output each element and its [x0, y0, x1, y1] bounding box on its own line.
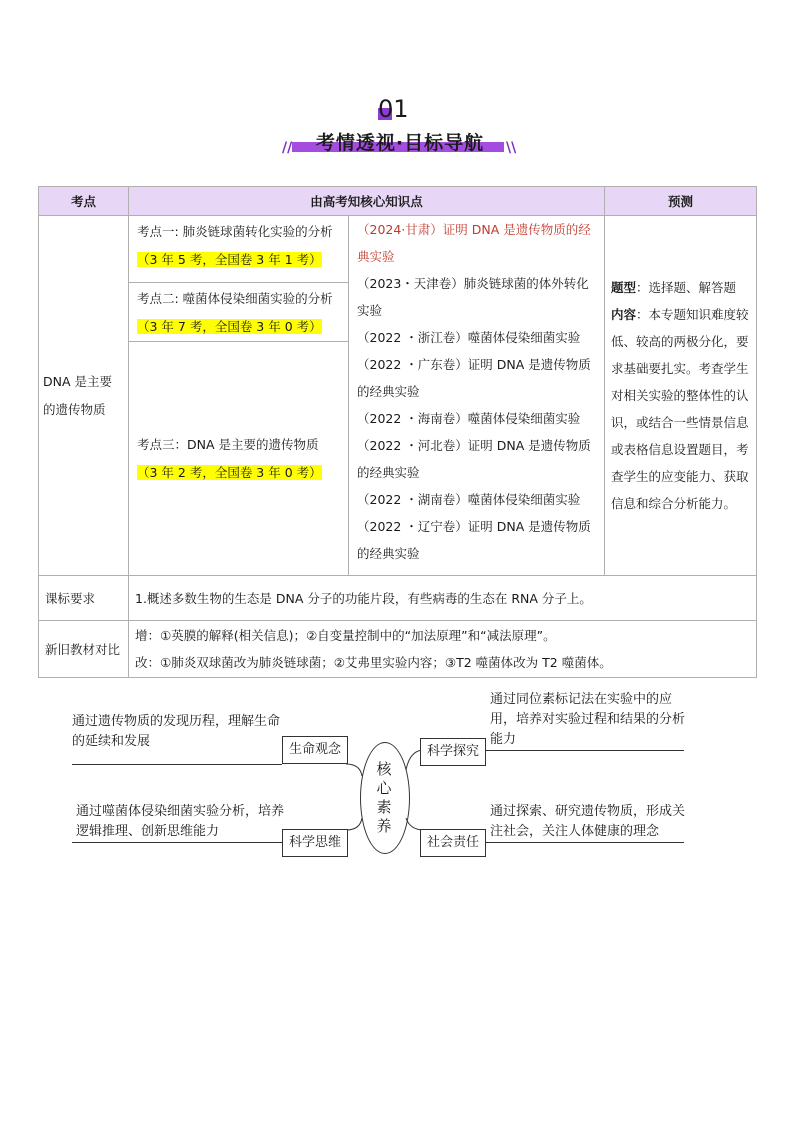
exam-item: （2022 ・海南卷）噬菌体侵染细菌实验 [357, 411, 581, 426]
prediction-cell [605, 216, 757, 576]
box-scientific-thinking: 科学思维 [282, 829, 348, 857]
prediction-content-label: 内容 [611, 307, 637, 322]
point-1-label: 考点一: 肺炎链球菌转化实验的分析 [137, 224, 333, 239]
content-row [39, 216, 757, 576]
header-topic: 考点 [39, 187, 129, 216]
section-title: 考情透视·目标导航 [315, 132, 485, 154]
topic-cell [39, 216, 129, 576]
point-2-stat: （3 年 7 考，全国卷 3 年 0 考） [137, 319, 322, 334]
connector-line [480, 750, 684, 751]
change-add: 增：①英膜的解释(相关信息)；②自变量控制中的“加法原理”和“减法原理”。 [135, 628, 556, 643]
change-mod: 改：①肺炎双球菌改为肺炎链球菌；②艾弗里实验内容；③T2 噬菌体改为 T2 噬菌体。 [135, 655, 612, 670]
section-number: 01 [378, 95, 409, 123]
box-life-concept: 生命观念 [282, 736, 348, 764]
exam-item: （2022 ・辽宁卷）证明 DNA 是遗传物质的经典实验 [357, 519, 591, 561]
topic-name: DNA 是主要的遗传物质 [43, 373, 113, 417]
exam-item: （2022 ・河北卷）证明 DNA 是遗传物质的经典实验 [357, 438, 591, 480]
connector-line [72, 764, 282, 765]
header-knowledge: 由高考知核心知识点 [129, 187, 605, 216]
text-life-concept: 通过遗传物质的发现历程，理解生命的延续和发展 [72, 714, 281, 749]
curve-top-left [346, 764, 362, 776]
text-scientific-inquiry: 通过同位素标记法在实验中的应用，培养对实验过程和结果的分析能力 [490, 692, 686, 747]
exam-item: （2023・天津卷）肺炎链球菌的体外转化实验 [357, 276, 589, 318]
points-cell [129, 216, 349, 576]
prediction-type-text: ：选择题、解答题 [636, 280, 737, 295]
change-label: 新旧教材对比 [39, 621, 129, 678]
point-3 [129, 342, 348, 575]
textbook-change-row [39, 621, 757, 678]
prediction-content-text: ：本专题知识难度较低、较高的两极分化，要求基础要扎实。考查学生对相关实验的整体性的认识，或结合一些情景信息或表格信息设置题目，考查学生的应变能力、获取信息和综合分析能力。 [611, 307, 749, 511]
prediction-type-label: 题型 [611, 280, 637, 295]
connector-line [480, 842, 684, 843]
text-social-responsibility: 通过探索、研究遗传物质，形成关注社会，关注人体健康的理念 [490, 804, 686, 839]
box-scientific-inquiry: 科学探究 [420, 738, 486, 766]
point-1 [129, 216, 348, 283]
exam-item: （2024·甘肃）证明 DNA 是遗传物质的经典实验 [357, 222, 591, 264]
exam-item: （2022 ・湖南卷）噬菌体侵染细菌实验 [357, 492, 581, 507]
point-2 [129, 283, 348, 342]
point-3-label: 考点三：DNA 是主要的遗传物质 [137, 436, 319, 452]
connector-line [72, 842, 282, 843]
requirement-text: 1.概述多数生物的生态是 DNA 分子的功能片段，有些病毒的生态在 RNA 分子上。 [129, 576, 757, 621]
point-2-label: 考点二: 噬菌体侵染细菌实验的分析 [137, 291, 333, 306]
exams-cell [349, 216, 605, 576]
change-cell [129, 621, 757, 678]
text-scientific-thinking: 通过噬菌体侵染细菌实验分析，培养逻辑推理、创新思维能力 [76, 804, 285, 839]
curve-connectors [340, 730, 430, 860]
requirement-label: 课标要求 [39, 576, 129, 621]
box-social-responsibility: 社会责任 [420, 829, 486, 857]
point-1-stat: （3 年 5 考，全国卷 3 年 1 考） [137, 252, 322, 267]
header-prediction: 预测 [605, 187, 757, 216]
point-3-stat: （3 年 2 考，全国卷 3 年 0 考） [137, 464, 322, 480]
title-slash-left: // [282, 140, 293, 156]
exam-item: （2022 ・广东卷）证明 DNA 是遗传物质的经典实验 [357, 357, 591, 399]
curve-bottom-left [346, 818, 362, 830]
exam-item: （2022 ・浙江卷）噬菌体侵染细菌实验 [357, 330, 581, 345]
requirement-row [39, 576, 757, 621]
center-label: 核心素养 [376, 760, 392, 835]
overview-table [38, 186, 757, 678]
table-header-row [39, 187, 757, 216]
title-slash-right: \\ [506, 140, 517, 156]
